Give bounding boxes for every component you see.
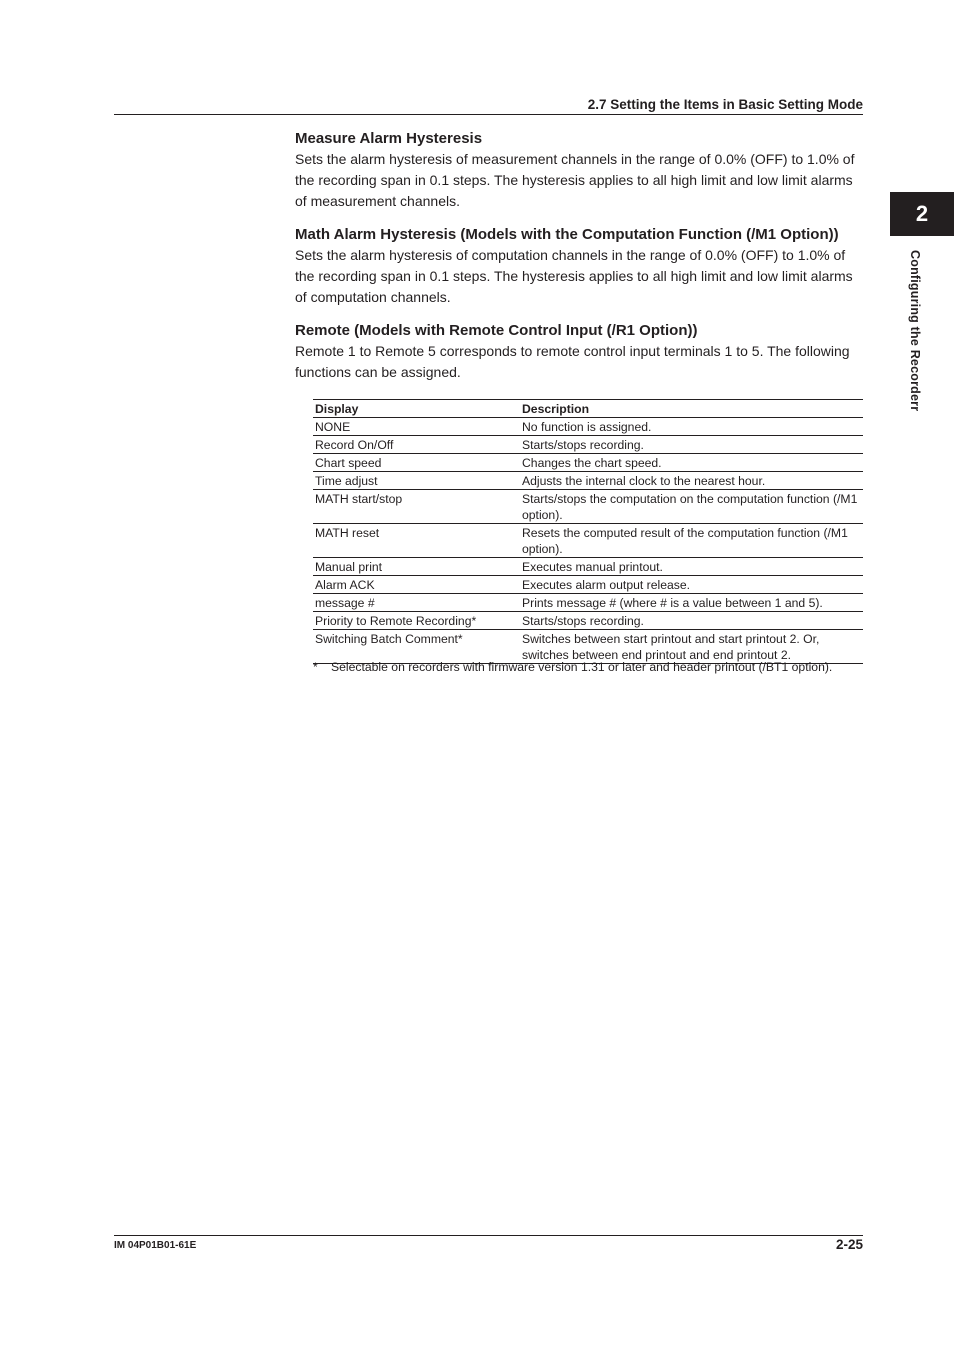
page-number: 2-25 bbox=[835, 1237, 863, 1252]
cell-description: Switches between start printout and start printout 2. Or, switches between end printout and end printout 2. bbox=[520, 630, 863, 664]
table-footnote bbox=[313, 659, 873, 675]
cell-description: Adjusts the internal clock to the nearest hour. bbox=[520, 472, 863, 490]
table-header-row bbox=[313, 400, 863, 418]
cell-display: Chart speed bbox=[313, 454, 520, 472]
table-row bbox=[313, 612, 863, 630]
table-row bbox=[313, 472, 863, 490]
section-measure-alarm-hysteresis bbox=[295, 128, 863, 212]
cell-description: Resets the computed result of the computation function (/M1 option). bbox=[520, 524, 863, 558]
cell-description: Starts/stops recording. bbox=[520, 436, 863, 454]
cell-display: Switching Batch Comment* bbox=[313, 630, 520, 664]
footnote-text: Selectable on recorders with firmware version 1.31 or later and header printout (/BT1 option). bbox=[331, 660, 833, 674]
chapter-tab bbox=[890, 192, 954, 236]
remote-functions-table bbox=[313, 399, 863, 664]
cell-display: MATH reset bbox=[313, 524, 520, 558]
cell-description: Changes the chart speed. bbox=[520, 454, 863, 472]
cell-description: Executes alarm output release. bbox=[520, 576, 863, 594]
table-row bbox=[313, 490, 863, 524]
running-head: 2.7 Setting the Items in Basic Setting Mode bbox=[587, 97, 863, 112]
chapter-side-label: Configuring the Recorderr bbox=[908, 250, 922, 412]
table-row bbox=[313, 418, 863, 436]
section-body: Sets the alarm hysteresis of measurement channels in the range of 0.0% (OFF) to 1.0% of the recording span in 0.1 steps. The hysteresis applies to all high limit and low limit alarms of measurement channels. bbox=[295, 151, 855, 209]
document-id: IM 04P01B01-61E bbox=[114, 1240, 197, 1251]
cell-description: Prints message # (where # is a value between 1 and 5). bbox=[520, 594, 863, 612]
cell-display: Time adjust bbox=[313, 472, 520, 490]
table-row bbox=[313, 524, 863, 558]
cell-display: Manual print bbox=[313, 558, 520, 576]
table-row bbox=[313, 576, 863, 594]
cell-display: message # bbox=[313, 594, 520, 612]
cell-description: Executes manual printout. bbox=[520, 558, 863, 576]
cell-display: Record On/Off bbox=[313, 436, 520, 454]
section-body: Remote 1 to Remote 5 corresponds to remote control input terminals 1 to 5. The following functions can be assigned. bbox=[295, 343, 850, 380]
chapter-number: 2 bbox=[915, 201, 929, 226]
table-row bbox=[313, 454, 863, 472]
section-title: Measure Alarm Hysteresis bbox=[295, 130, 483, 147]
cell-description: No function is assigned. bbox=[520, 418, 863, 436]
column-header-description: Description bbox=[520, 400, 863, 418]
cell-display: Priority to Remote Recording* bbox=[313, 612, 520, 630]
column-header-display: Display bbox=[313, 400, 520, 418]
section-remote bbox=[295, 320, 863, 383]
footer-rule bbox=[114, 1235, 863, 1236]
header-rule bbox=[114, 114, 863, 115]
cell-display: MATH start/stop bbox=[313, 490, 520, 524]
cell-description: Starts/stops recording. bbox=[520, 612, 863, 630]
table-row bbox=[313, 558, 863, 576]
section-title: Math Alarm Hysteresis (Models with the Computation Function (/M1 Option)) bbox=[295, 226, 839, 243]
section-title: Remote (Models with Remote Control Input (/R1 Option)) bbox=[295, 322, 698, 339]
footnote-mark: * bbox=[313, 660, 318, 674]
section-body: Sets the alarm hysteresis of computation channels in the range of 0.0% (OFF) to 1.0% of the recording span in 0.1 steps. The hysteresis applies to all high limit and low limit alarms of computation channels. bbox=[295, 247, 853, 305]
main-content bbox=[295, 128, 863, 395]
table-row bbox=[313, 594, 863, 612]
table-row bbox=[313, 436, 863, 454]
cell-display: Alarm ACK bbox=[313, 576, 520, 594]
cell-display: NONE bbox=[313, 418, 520, 436]
cell-description: Starts/stops the computation on the computation function (/M1 option). bbox=[520, 490, 863, 524]
section-math-alarm-hysteresis bbox=[295, 224, 863, 308]
